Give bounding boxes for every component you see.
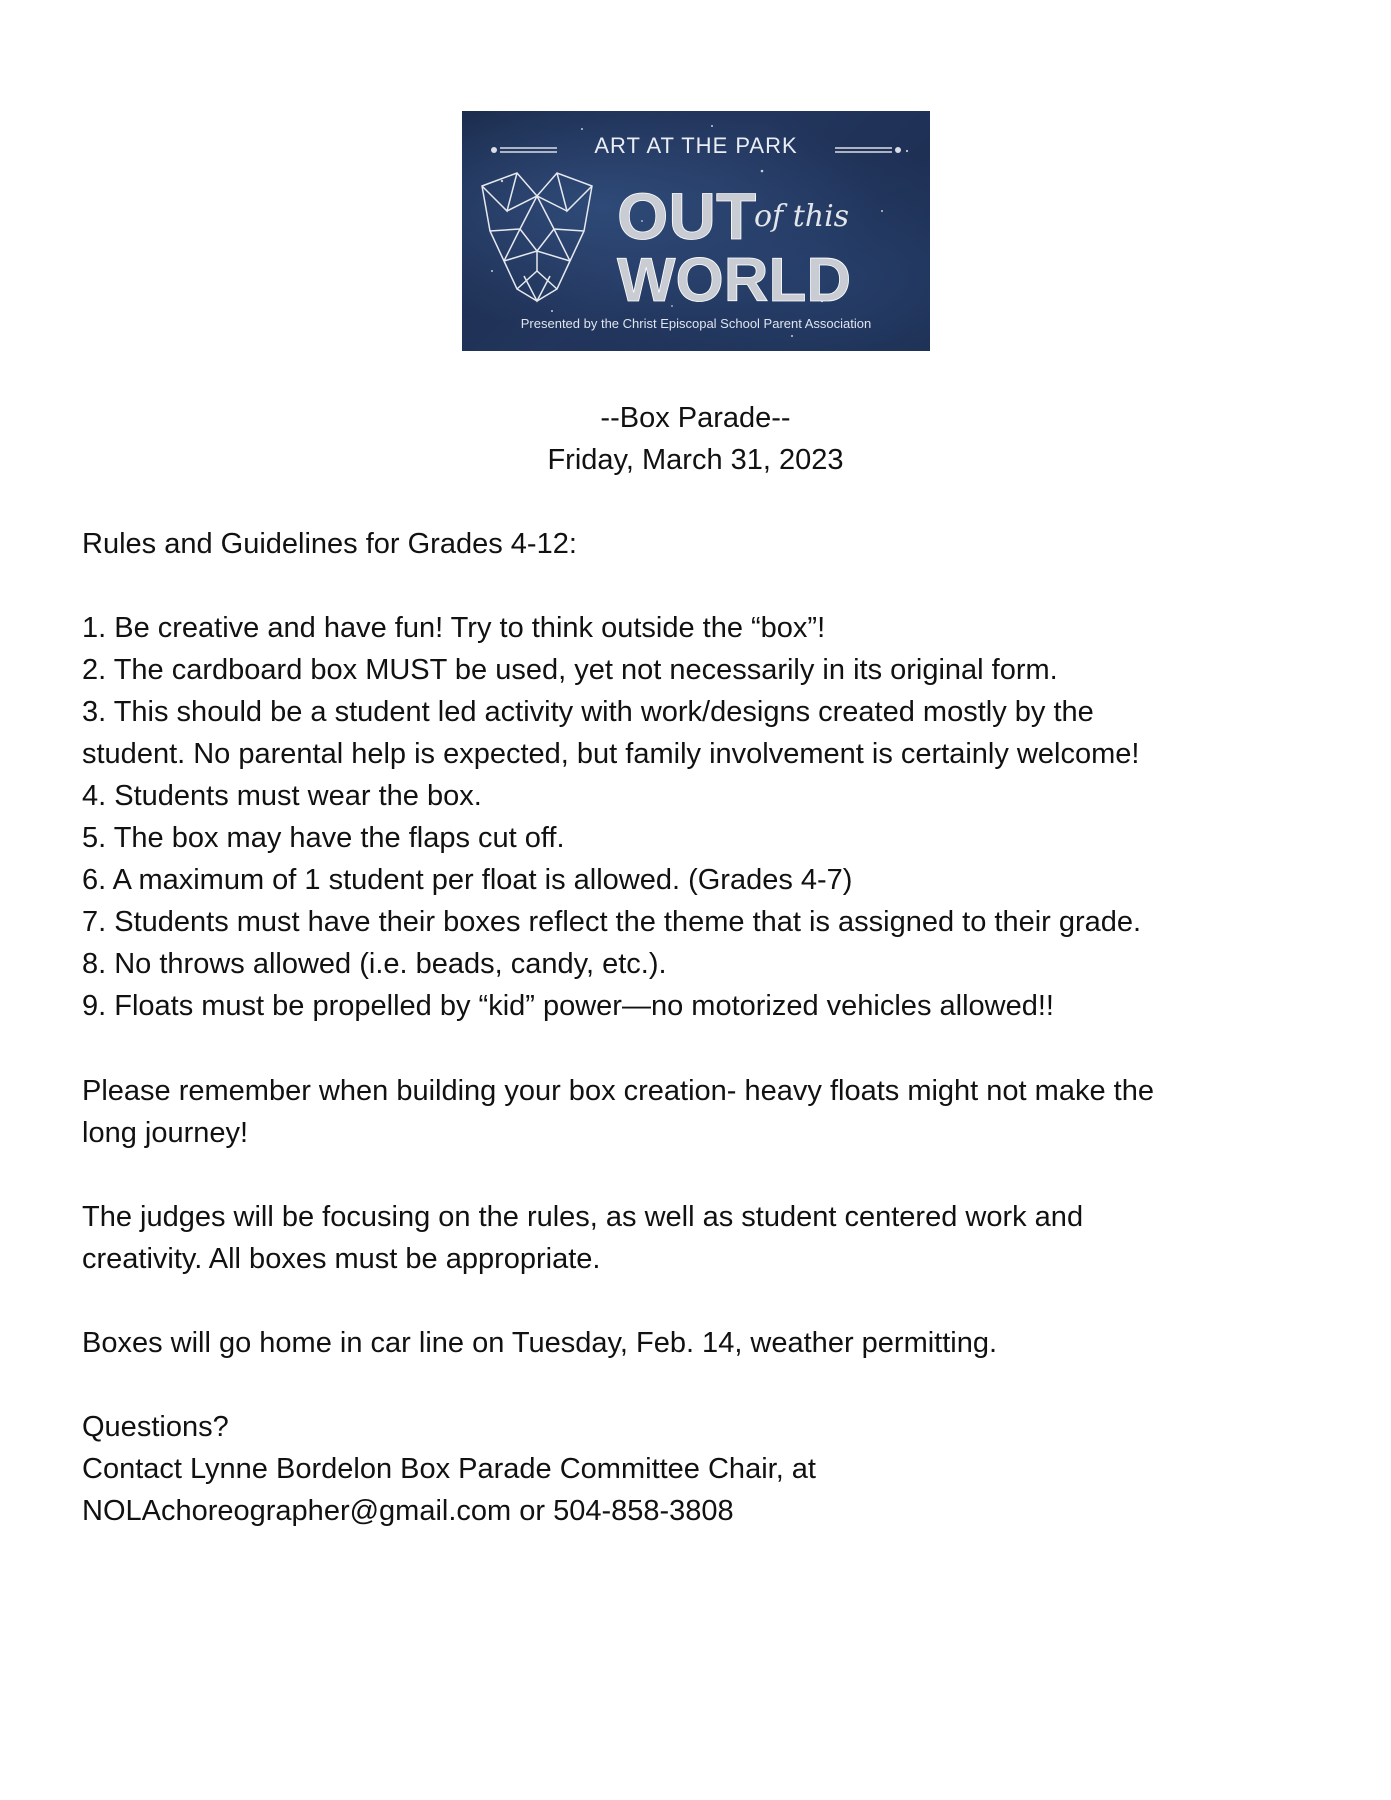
pickup-note: Boxes will go home in car line on Tuesday, Feb. 14, weather permitting.	[82, 1327, 998, 1359]
contact-block	[82, 1406, 1322, 1532]
logo-word-world: WORLD	[617, 246, 852, 315]
logo-word-out: OUT	[617, 179, 757, 253]
logo-top-text: ART AT THE PARK	[594, 133, 798, 158]
event-date: Friday, March 31, 2023	[547, 444, 844, 476]
geometric-wildcat-icon	[482, 173, 592, 301]
rules-heading: Rules and Guidelines for Grades 4-12:	[82, 528, 577, 560]
rule-line: 8. No throws allowed (i.e. beads, candy, etc.).	[82, 948, 667, 980]
judging-line: creativity. All boxes must be appropriate.	[82, 1243, 601, 1275]
rule-line: 3. This should be a student led activity with work/designs created mostly by the	[82, 696, 1094, 728]
contact-line: Contact Lynne Bordelon Box Parade Committee Chair, at	[82, 1453, 816, 1485]
logo-presented-by: Presented by the Christ Episcopal School Parent Association	[520, 316, 872, 331]
rule-line: 6. A maximum of 1 student per float is allowed. (Grades 4-7)	[82, 864, 853, 896]
judging-line: The judges will be focusing on the rules, as well as student centered work and	[82, 1201, 1084, 1233]
contact-line: NOLAchoreographer@gmail.com or 504-858-3808	[82, 1495, 734, 1527]
rule-line: 7. Students must have their boxes reflect the theme that is assigned to their grade.	[82, 906, 1142, 938]
reminder-paragraph	[82, 1070, 1322, 1154]
judging-paragraph	[82, 1196, 1322, 1280]
logo-word-script: of this	[754, 199, 850, 234]
event-logo	[462, 111, 930, 351]
reminder-line: Please remember when building your box creation- heavy floats might not make the	[82, 1075, 1154, 1107]
reminder-line: long journey!	[82, 1117, 249, 1149]
rule-line: 5. The box may have the flaps cut off.	[82, 822, 565, 854]
rule-line: 2. The cardboard box MUST be used, yet not necessarily in its original form.	[82, 654, 1058, 686]
event-title: --Box Parade--	[600, 402, 791, 434]
rule-line: 1. Be creative and have fun! Try to think outside the “box”!	[82, 612, 826, 644]
rule-line: student. No parental help is expected, but family involvement is certainly welcome!	[82, 738, 1140, 770]
rules-list	[82, 607, 1322, 1027]
rule-line: 4. Students must wear the box.	[82, 780, 482, 812]
rule-line: 9. Floats must be propelled by “kid” power—no motorized vehicles allowed!!	[82, 990, 1054, 1022]
contact-line: Questions?	[82, 1411, 229, 1443]
